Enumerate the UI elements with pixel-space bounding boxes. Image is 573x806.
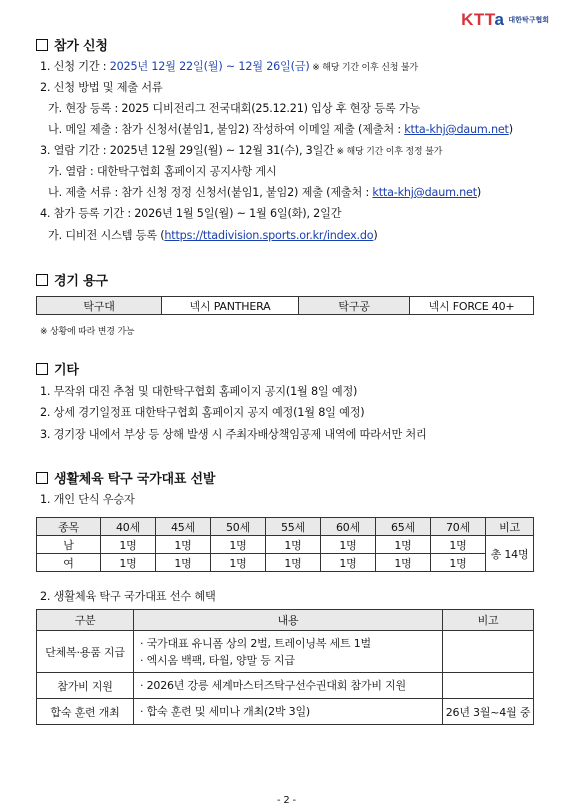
column-header: 비고 (486, 518, 534, 536)
benefits-heading: 2. 생활체육 탁구 국가대표 선수 혜택 (40, 590, 216, 603)
benefit-line: · 엑시옴 백팩, 타월, 양말 등 지급 (140, 653, 295, 667)
table-cell: 1명 (211, 554, 266, 572)
division-system: 가. 디비전 시스템 등록 (https://ttadivision.sports.or.kr/index.do) (48, 229, 378, 242)
row-label: 단체복·용품 지급 (37, 631, 134, 673)
column-header: 70세 (431, 518, 486, 536)
table-cell: 1명 (431, 554, 486, 572)
other-item-3: 3. 경기장 내에서 부상 등 상해 발생 시 주최자배상책임공제 내역에 따라서만 처리 (40, 428, 427, 441)
table-cell: 1명 (431, 536, 486, 554)
table-cell: 1명 (321, 554, 376, 572)
column-header: 비고 (443, 610, 534, 631)
column-header: 60세 (321, 518, 376, 536)
table-cell: 26년 3월~4월 중 (443, 699, 534, 725)
column-header: 45세 (156, 518, 211, 536)
square-bullet-icon (36, 39, 48, 51)
other-item-2: 2. 상세 경기일정표 대한탁구협회 홈페이지 공지 예정(1월 8일 예정) (40, 406, 365, 419)
table-cell (443, 673, 534, 699)
benefit-line: · 국가대표 유니폼 상의 2벌, 트레이닝복 세트 1벌 (140, 636, 371, 650)
row-label: 참가비 지원 (37, 673, 134, 699)
section-title-national-team: 생활체육 탁구 국가대표 선발 (36, 468, 215, 487)
column-header: 55세 (266, 518, 321, 536)
row-label: 여 (37, 554, 101, 572)
benefit-line: · 합숙 훈련 및 세미나 개최(2박 3일) (140, 705, 310, 718)
column-header: 구분 (37, 610, 134, 631)
application-period: 1. 신청 기간 : 2025년 12월 22일(월) ~ 12월 26일(금) ※ 해당 기간 이후 신청 불가 (40, 60, 418, 73)
table-cell: 1명 (101, 554, 156, 572)
table-row (37, 631, 534, 673)
table-cell (134, 673, 443, 699)
winners-table (36, 517, 534, 572)
column-header: 내용 (134, 610, 443, 631)
correction-docs: 나. 제출 서류 : 참가 신청 정정 신청서(붙임1, 붙임2) 제출 (제출처 : ktta-khj@daum.net) (48, 186, 482, 199)
page-number: - 2 - (277, 795, 296, 806)
logo-mark: KTTa (461, 10, 505, 29)
division-system-link[interactable]: https://ttadivision.sports.or.kr/index.do (164, 229, 374, 242)
section-title-application: 참가 신청 (36, 35, 108, 54)
table-row (37, 554, 534, 572)
table-cell: 넥시 PANTHERA (162, 297, 299, 315)
table-cell (443, 631, 534, 673)
table-cell: 1명 (321, 536, 376, 554)
singles-winners-heading: 1. 개인 단식 우승자 (40, 493, 135, 506)
table-cell (134, 631, 443, 673)
onsite-registration: 가. 현장 등록 : 2025 디비전리그 전국대회(25.12.21) 입상 후 현장 등록 가능 (48, 102, 421, 115)
column-header: 종목 (37, 518, 101, 536)
benefits-table (36, 609, 534, 725)
equipment-note: ※ 상황에 따라 변경 가능 (40, 327, 135, 337)
review-notice: 가. 열람 : 대한탁구협회 홈페이지 공지사항 게시 (48, 165, 277, 178)
other-item-1: 1. 무작위 대진 추첨 및 대한탁구협회 홈페이지 공지(1월 8일 예정) (40, 385, 358, 398)
square-bullet-icon (36, 363, 48, 375)
section-title-other: 기타 (36, 359, 79, 378)
square-bullet-icon (36, 274, 48, 286)
email-link-1[interactable]: ktta-khj@daum.net (404, 123, 509, 136)
table-header-row (37, 610, 534, 631)
total-cell: 총 14명 (486, 536, 534, 572)
registration-period: 4. 참가 등록 기간 : 2026년 1월 5일(월) ~ 1월 6일(화), 2일간 (40, 207, 342, 220)
table-cell: 1명 (156, 554, 211, 572)
column-header: 40세 (101, 518, 156, 536)
table-cell: 1명 (156, 536, 211, 554)
table-row (37, 536, 534, 554)
table-header-row (37, 518, 534, 536)
table-cell: 1명 (101, 536, 156, 554)
row-label: 합숙 훈련 개최 (37, 699, 134, 725)
equipment-table (36, 296, 534, 315)
table-row (37, 699, 534, 725)
review-period: 3. 열람 기간 : 2025년 12월 29일(월) ~ 12월 31(수), 3일간 ※ 해당 기간 이후 정정 불가 (40, 144, 443, 157)
ktta-logo (461, 10, 549, 30)
logo-org-text: 대한탁구협회 (508, 16, 549, 24)
table-cell (134, 699, 443, 725)
table-cell: 1명 (266, 536, 321, 554)
table-cell: 넥시 FORCE 40+ (410, 297, 534, 315)
table-row (37, 297, 534, 315)
table-cell: 1명 (211, 536, 266, 554)
table-cell: 1명 (376, 554, 431, 572)
column-header: 65세 (376, 518, 431, 536)
square-bullet-icon (36, 472, 48, 484)
email-link-2[interactable]: ktta-khj@daum.net (372, 186, 477, 199)
table-row (37, 673, 534, 699)
table-cell: 탁구공 (299, 297, 410, 315)
email-submission: 나. 메일 제출 : 참가 신청서(붙임1, 붙임2) 작성하여 이메일 제출 (제출처 : ktta-khj@daum.net) (48, 123, 513, 136)
row-label: 남 (37, 536, 101, 554)
application-method: 2. 신청 방법 및 제출 서류 (40, 81, 163, 94)
table-cell: 1명 (266, 554, 321, 572)
table-cell: 탁구대 (37, 297, 162, 315)
section-title-equipment: 경기 용구 (36, 270, 108, 289)
benefit-line: · 2026년 강릉 세계마스터즈탁구선수권대회 참가비 지원 (140, 679, 406, 692)
column-header: 50세 (211, 518, 266, 536)
table-cell: 1명 (376, 536, 431, 554)
